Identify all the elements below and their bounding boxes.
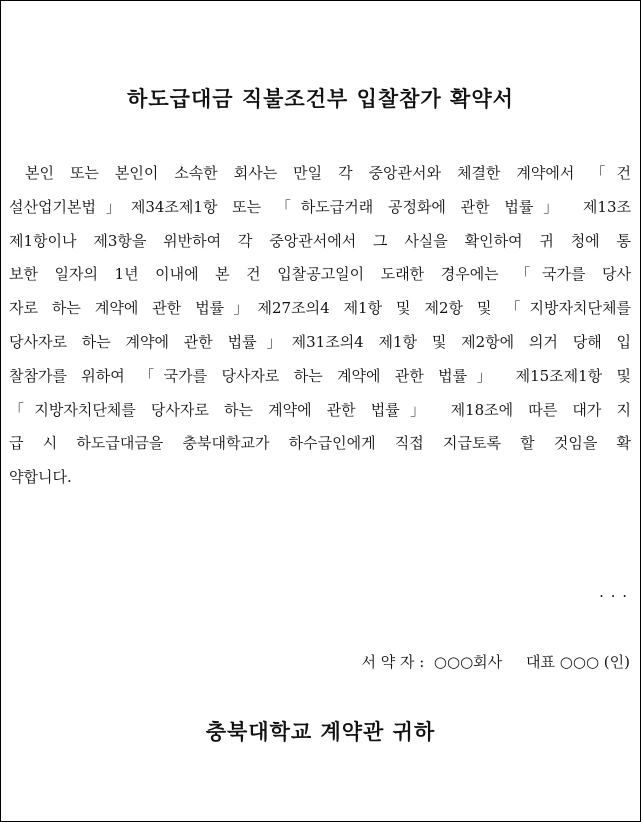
pledge-body bbox=[9, 157, 631, 495]
body-line: 급 시 하도급대금을 충북대학교가 하수급인에게 직접 지급토록 할 것임을 확 bbox=[9, 434, 631, 453]
body-line: 자로 하는 계약에 관한 법률」제27조의4 제1항 및 제2항 및 「지방자치단체를 bbox=[9, 299, 631, 318]
body-line: 찰참가를 위하여 「국가를 당사자로 하는 계약에 관한 법률」 제15조제1항 및 bbox=[9, 366, 631, 385]
body-line: 당사자로 하는 계약에 관한 법률」제31조의4 제1항 및 제2항에 의거 당해 입 bbox=[9, 332, 631, 351]
body-line: 본인 또는 본인이 소속한 회사는 만일 각 중앙관서와 체결한 계약에서 「건 bbox=[25, 164, 631, 182]
body-line: 제1항이나 제3항을 위반하여 각 중앙관서에서 그 사실을 확인하여 귀 청에 통 bbox=[9, 231, 631, 250]
recipient-line: 충북대학교 계약관 귀하 bbox=[205, 719, 436, 744]
signer-line bbox=[362, 651, 630, 672]
signer-label: 서 약 자 : bbox=[361, 653, 425, 671]
body-line: 설산업기본법」제34조제1항 또는 「하도급거래 공정화에 관한 법률」 제13조 bbox=[9, 197, 631, 216]
document-title: 하도급대금 직불조건부 입찰참가 확약서 bbox=[127, 86, 514, 111]
body-line: 보한 일자의 1년 이내에 본 건 입찰공고일이 도래한 경우에는 「국가를 당사 bbox=[9, 265, 631, 284]
signer-company: ○○○회사 bbox=[433, 653, 503, 671]
body-line: 약합니다. bbox=[9, 468, 72, 487]
date-placeholder: . . . bbox=[599, 583, 628, 601]
body-line: 「지방자치단체를 당사자로 하는 계약에 관한 법률」 제18조에 따른 대가 지 bbox=[9, 400, 631, 419]
signer-representative: 대표 ○○○ (인) bbox=[526, 653, 630, 671]
